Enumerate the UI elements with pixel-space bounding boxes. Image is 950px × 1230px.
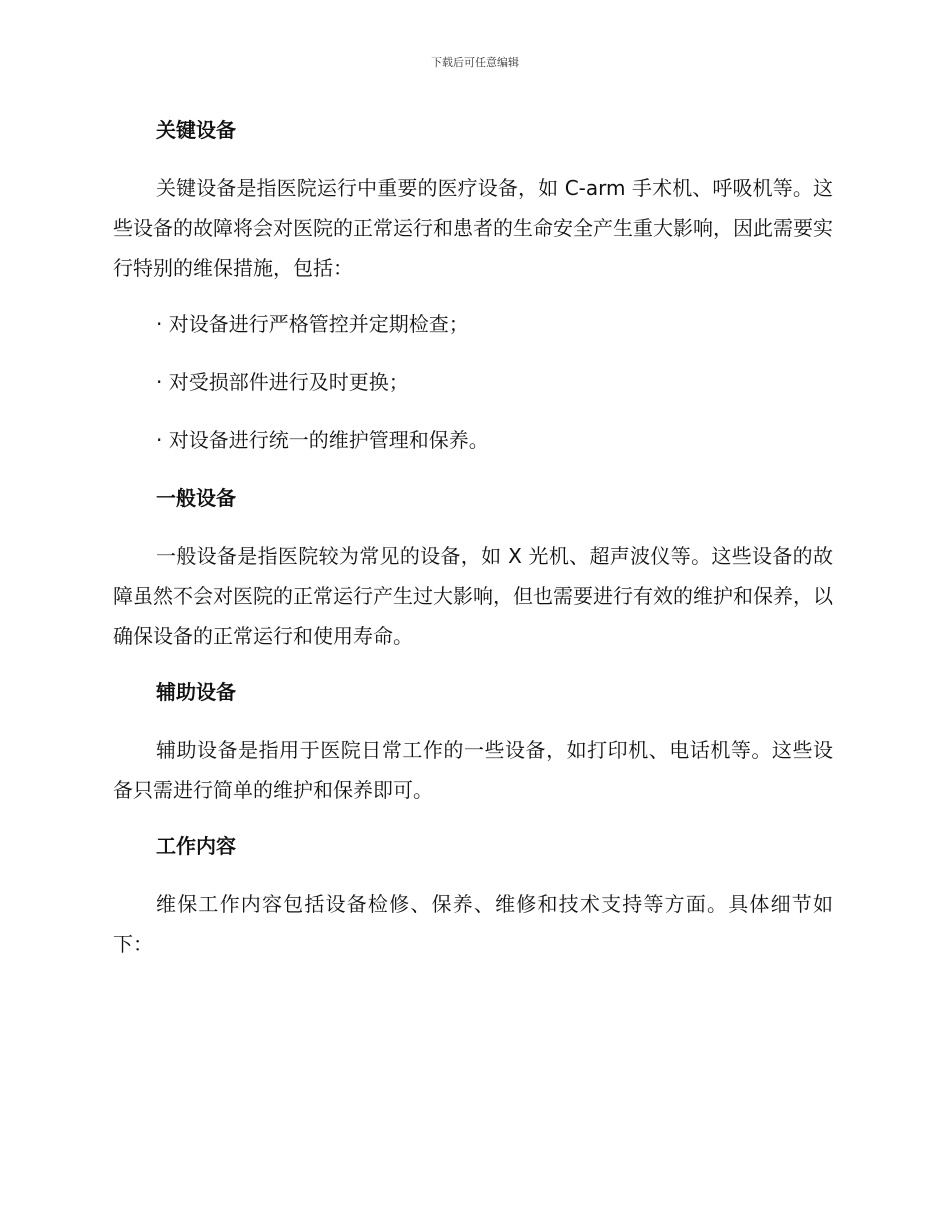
bullet-item-1: · 对设备进行严格管控并定期检查； (156, 312, 469, 336)
section-paragraph-key-equipment: 关键设备是指医院运行中重要的医疗设备，如 C-arm 手术机、呼吸机等。这些设备的故障将会对医院的正常运行和患者的生命安全产生重大影响，因此需要实行特别的维保措施，包括： (113, 176, 833, 280)
document-body (113, 112, 833, 982)
section-heading-key-equipment: 关键设备 (156, 118, 236, 142)
section-heading-work-content: 工作内容 (156, 834, 236, 858)
page-header: 下载后可任意编辑 (431, 56, 519, 69)
section-heading-auxiliary-equipment: 辅助设备 (156, 680, 236, 704)
section-heading-general-equipment: 一般设备 (156, 486, 236, 510)
section-paragraph-work-content: 维保工作内容包括设备检修、保养、维修和技术支持等方面。具体细节如下： (113, 892, 833, 956)
section-paragraph-auxiliary-equipment: 辅助设备是指用于医院日常工作的一些设备，如打印机、电话机等。这些设备只需进行简单的维护和保养即可。 (113, 738, 833, 802)
bullet-item-2: · 对受损部件进行及时更换； (156, 370, 409, 394)
bullet-item-3: · 对设备进行统一的维护管理和保养。 (156, 428, 489, 452)
section-paragraph-general-equipment: 一般设备是指医院较为常见的设备，如 X 光机、超声波仪等。这些设备的故障虽然不会对医院的正常运行产生过大影响，但也需要进行有效的维护和保养，以确保设备的正常运行和使用寿命。 (113, 544, 833, 648)
